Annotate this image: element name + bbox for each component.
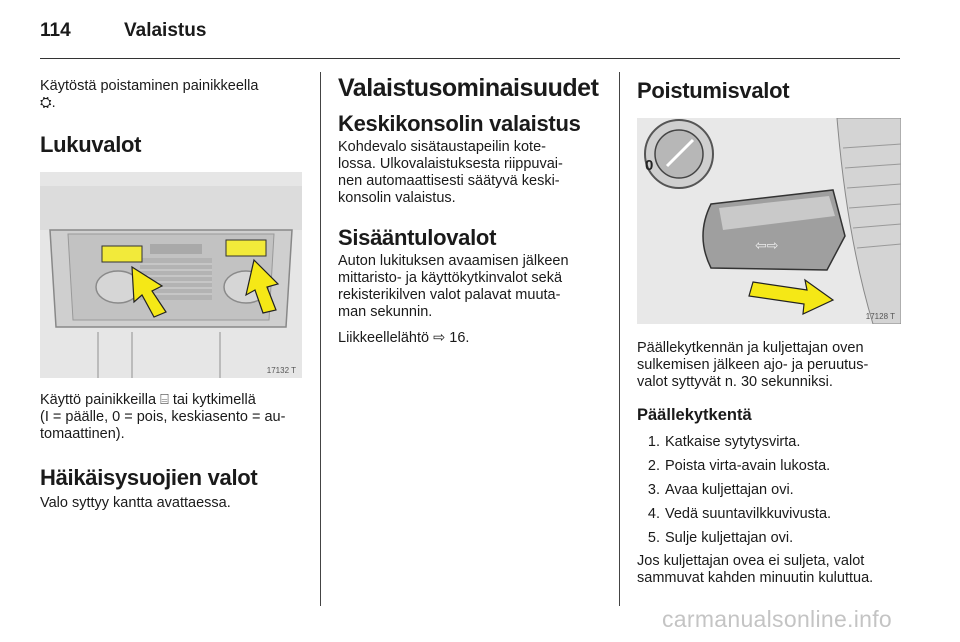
text-line: tomaattinen).: [40, 426, 125, 442]
reading-lights-text: [40, 392, 302, 443]
exit-lights-heading: Poistumisvalot: [637, 78, 790, 103]
step-text: Sulje kuljettajan ovi.: [665, 530, 794, 546]
step-text: Vedä suuntavilkkuvivusta.: [665, 506, 832, 522]
text-line: Päällekytkennän ja kuljettajan oven: [637, 340, 864, 356]
exit-lights-text: [637, 340, 903, 391]
text-line: rekisterikilven valot palavat muuta-: [338, 287, 561, 303]
watermark: carmanualsonline.info: [661, 606, 893, 632]
step-text: Poista virta-avain lukosta.: [665, 458, 831, 474]
step-number: 2.: [647, 458, 660, 474]
turn-signal-lever-illustration: [637, 118, 901, 324]
column-3: [637, 72, 903, 587]
column-divider-2: [619, 72, 620, 606]
activation-steps: [637, 434, 903, 547]
console-heading: Keskikonsolin valaistus: [338, 111, 581, 136]
list-item: [637, 506, 903, 523]
text-line: konsolin valaistus.: [338, 190, 456, 206]
chapter-title: Valaistus: [124, 20, 207, 41]
key-position-label: 0: [645, 157, 654, 174]
text-line: Jos kuljettajan ovea ei suljeta, valot: [637, 553, 865, 569]
sun-visor-text: Valo syttyy kantta avattaessa.: [40, 495, 231, 511]
column-2: [338, 72, 598, 347]
figure-code: 17128 T: [865, 312, 895, 321]
text-line: Auton lukituksen avaamisen jälkeen: [338, 253, 569, 269]
text-line: man sekunnin.: [338, 304, 433, 320]
text-line: mittaristo- ja käyttökytkinvalot sekä: [338, 270, 563, 286]
step-text: Avaa kuljettajan ovi.: [665, 482, 794, 498]
step-number: 3.: [647, 482, 660, 498]
reading-lights-figure: [40, 172, 302, 378]
entry-lights-heading: Sisääntulovalot: [338, 225, 497, 250]
text-line: valot syttyvät n. 30 sekunniksi.: [637, 374, 833, 390]
reading-lights-illustration: [40, 172, 302, 378]
page-number: 114: [40, 20, 71, 41]
section-title: Valaistusominaisuudet: [338, 74, 599, 102]
text-line: lossa. Ulkovalaistuksesta riippuvai-: [338, 156, 563, 172]
text-line: Käyttö painikkeilla ⌸ tai kytkimellä: [40, 392, 256, 408]
list-item: [637, 458, 903, 475]
column-1: [40, 72, 302, 512]
figure-code: 17132 T: [266, 366, 296, 375]
column-divider-1: [320, 72, 321, 606]
step-number: 4.: [647, 506, 660, 522]
intro-text: [40, 78, 302, 112]
entry-lights-text: [338, 253, 598, 321]
sun-visor-heading: Häikäisysuojien valot: [40, 465, 258, 490]
page-header: [40, 20, 206, 44]
activation-heading: Päällekytkentä: [637, 406, 752, 424]
text-line: nen automaattisesti säätyvä keski-: [338, 173, 560, 189]
text-line: sulkemisen jälkeen ajo- ja peruutus-: [637, 357, 869, 373]
header-rule: [40, 58, 900, 59]
cross-reference-link[interactable]: Liikkeellelähtö ⇨ 16.: [338, 330, 470, 346]
list-item: [637, 434, 903, 451]
text-line: (I = päälle, 0 = pois, keskiasento = au-: [40, 409, 286, 425]
activation-note: [637, 553, 903, 587]
reading-lights-heading: Lukuvalot: [40, 132, 142, 157]
step-text: Katkaise sytytysvirta.: [665, 434, 801, 450]
step-number: 5.: [647, 530, 660, 546]
intro-text-line: Käytöstä poistaminen painikkeella: [40, 78, 259, 94]
step-number: 1.: [647, 434, 660, 450]
light-off-symbol: ⛭.: [40, 95, 56, 111]
exit-lights-figure: [637, 118, 901, 324]
text-line: sammuvat kahden minuutin kuluttua.: [637, 570, 874, 586]
svg-text:⇦⇨: ⇦⇨: [755, 238, 779, 254]
list-item: [637, 530, 903, 547]
text-line: Kohdevalo sisätaustapeilin kote-: [338, 139, 546, 155]
list-item: [637, 482, 903, 499]
console-text: [338, 139, 598, 207]
